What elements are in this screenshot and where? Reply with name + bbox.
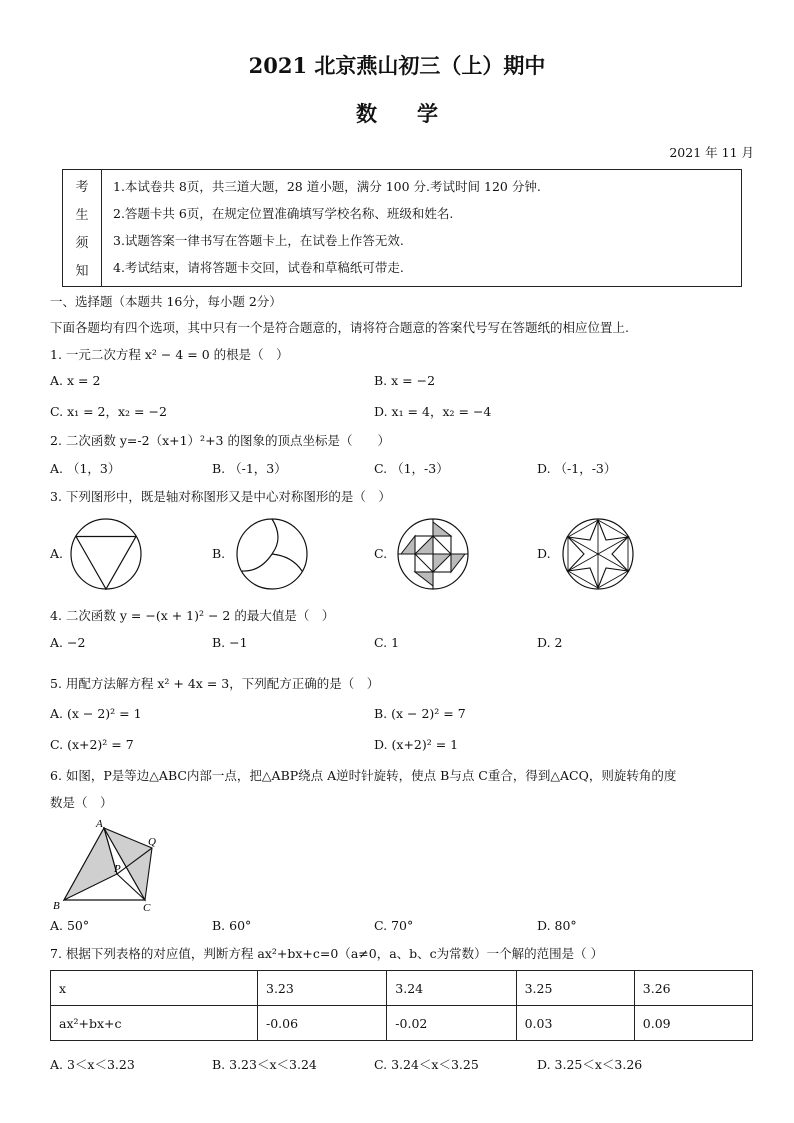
notice-label: 生 xyxy=(75,208,89,223)
q6-label-c: C xyxy=(143,902,151,912)
q6-figure xyxy=(48,818,168,912)
question-1-stem: 1. 一元二次方程 x² − 4 = 0 的根是（ ） xyxy=(50,347,289,362)
table-cell: -0.02 xyxy=(387,1006,516,1041)
q3-option-a: A. xyxy=(50,546,64,561)
q6-option-b: B. 60° xyxy=(212,918,252,933)
exam-notice-box xyxy=(62,169,742,287)
table-row-header: ax²+bx+c xyxy=(51,1006,258,1041)
q2-option-d: D. （-1，-3） xyxy=(537,461,617,476)
q3-figure-d xyxy=(560,516,636,592)
q7-option-a: A. 3＜x＜3.23 xyxy=(50,1057,135,1072)
q1-option-c: C. x₁ = 2，x₂ = −2 xyxy=(50,404,167,419)
table-cell: 0.09 xyxy=(634,1006,752,1041)
q3-option-d: D. xyxy=(537,546,551,561)
q3-figure-a xyxy=(68,516,144,592)
section-heading: 一、选择题（本题共 16分，每小题 2分） xyxy=(50,294,282,309)
q3-figure-c xyxy=(395,516,471,592)
subject-title: 数学 xyxy=(356,101,478,126)
exam-date: 2021 年 11 月 xyxy=(669,145,754,160)
q2-option-a: A. （1，3） xyxy=(50,461,121,476)
q3-figure-b xyxy=(234,516,310,592)
table-cell: 0.03 xyxy=(516,1006,634,1041)
q1-option-a: A. x = 2 xyxy=(50,373,101,388)
table-cell: 3.25 xyxy=(516,971,634,1006)
notice-item: 3.试题答案一律书写在答题卡上，在试卷上作答无效. xyxy=(113,233,404,248)
q2-option-c: C. （1，-3） xyxy=(374,461,449,476)
q1-option-d: D. x₁ = 4，x₂ = −4 xyxy=(374,404,492,419)
q3-option-b: B. xyxy=(212,546,226,561)
page-title: 2021 北京燕山初三（上）期中 xyxy=(248,53,546,78)
q4-option-a: A. −2 xyxy=(50,635,86,650)
q4-option-c: C. 1 xyxy=(374,635,400,650)
q6-label-a: A xyxy=(96,818,103,830)
q3-option-c: C. xyxy=(374,546,388,561)
question-6-stem-continued: 数是（ ） xyxy=(50,795,113,810)
notice-label-column xyxy=(63,170,102,286)
q5-option-c: C. (x+2)² = 7 xyxy=(50,737,134,752)
table-row xyxy=(51,1006,753,1041)
notice-label: 考 xyxy=(75,180,89,195)
q7-value-table xyxy=(50,970,753,1041)
notice-item: 2.答题卡共 6页，在规定位置准确填写学校名称、班级和姓名. xyxy=(113,206,454,221)
table-cell: 3.24 xyxy=(387,971,516,1006)
table-row-header: x xyxy=(51,971,258,1006)
question-4-stem: 4. 二次函数 y = −(x + 1)² − 2 的最大值是（ ） xyxy=(50,608,335,623)
q7-option-d: D. 3.25＜x＜3.26 xyxy=(537,1057,643,1072)
q4-option-b: B. −1 xyxy=(212,635,248,650)
notice-item: 1.本试卷共 8页，共三道大题，28 道小题，满分 100 分.考试时间 120 分钟. xyxy=(113,179,541,194)
q5-option-d: D. (x+2)² = 1 xyxy=(374,737,459,752)
table-row xyxy=(51,971,753,1006)
q6-option-d: D. 80° xyxy=(537,918,577,933)
question-3-stem: 3. 下列图形中，既是轴对称图形又是中心对称图形的是（ ） xyxy=(50,489,391,504)
table-cell: 3.23 xyxy=(258,971,387,1006)
q1-option-b: B. x = −2 xyxy=(374,373,436,388)
q6-label-b: B xyxy=(53,900,60,912)
q6-label-p: P xyxy=(114,863,121,875)
q6-label-q: Q xyxy=(148,836,156,848)
section-instruction: 下面各题均有四个选项，其中只有一个是符合题意的，请将符合题意的答案代号写在答题纸的相应位置上. xyxy=(50,320,629,335)
question-7-stem: 7. 根据下列表格的对应值，判断方程 ax²+bx+c=0（a≠0，a、b、c为常数）一个解的范围是（ ） xyxy=(50,946,604,961)
question-2-stem: 2. 二次函数 y=-2（x+1）²+3 的图象的顶点坐标是（ ） xyxy=(50,433,390,448)
q2-option-b: B. （-1，3） xyxy=(212,461,287,476)
notice-label: 须 xyxy=(75,236,89,251)
q6-option-a: A. 50° xyxy=(50,918,90,933)
q4-option-d: D. 2 xyxy=(537,635,563,650)
q5-option-a: A. (x − 2)² = 1 xyxy=(50,706,142,721)
q7-option-c: C. 3.24＜x＜3.25 xyxy=(374,1057,479,1072)
q6-option-c: C. 70° xyxy=(374,918,414,933)
question-6-stem: 6. 如图，P是等边△ABC内部一点，把△ABP绕点 A逆时针旋转，使点 B与点 C重合，得到△ACQ，则旋转角的度 xyxy=(50,768,677,783)
q7-option-b: B. 3.23＜x＜3.24 xyxy=(212,1057,317,1072)
q5-option-b: B. (x − 2)² = 7 xyxy=(374,706,466,721)
notice-label: 知 xyxy=(75,264,89,279)
notice-item: 4.考试结束，请将答题卡交回，试卷和草稿纸可带走. xyxy=(113,260,404,275)
table-cell: -0.06 xyxy=(258,1006,387,1041)
question-5-stem: 5. 用配方法解方程 x² + 4x = 3，下列配方正确的是（ ） xyxy=(50,676,380,691)
table-cell: 3.26 xyxy=(634,971,752,1006)
